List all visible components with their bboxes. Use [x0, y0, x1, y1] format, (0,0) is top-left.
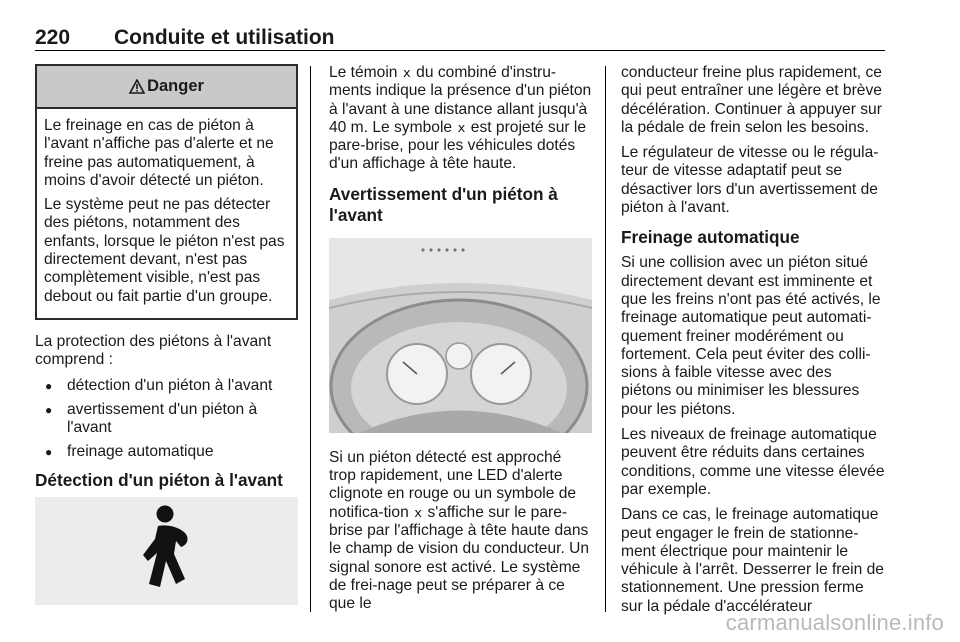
column-1	[35, 64, 298, 605]
paragraph: Le régulateur de vitesse ou le régula-teur de vitesse adaptatif peut se désactiver lors d'un avertissement de piéton à l'avant.	[621, 144, 879, 217]
column-3	[621, 64, 886, 623]
pedestrian-symbol-icon: ⅹ	[414, 504, 422, 520]
pedestrian-symbol-icon: ⅹ	[457, 119, 466, 135]
paragraph: Si une collision avec un piéton situé directement devant est imminente et que les freins n'ont pas été activés, le freinage automatique peut automati-quement freiner modérément ou fortement. Cela peut éviter des colli-sions à faible vitesse avec des piétons ou minimiser les blessures pour les piétons.	[621, 254, 881, 418]
header-rule	[35, 50, 885, 51]
dashboard-drawing	[329, 238, 592, 433]
column-divider	[310, 66, 311, 612]
page-title: Conduite et utilisation	[114, 26, 335, 49]
danger-box	[35, 64, 298, 320]
pedestrian-symbol-icon: ⅹ	[402, 65, 411, 80]
section-heading: Avertissement d'un piéton à l'avant	[329, 183, 558, 225]
pedestrian-icon	[35, 497, 298, 605]
page-number: 220	[35, 26, 71, 49]
paragraph: conducteur freine plus rapidement, ce qui peut entraîner une légère et brève décélération. Continuer à appuyer sur la pédale de frein selon les besoins.	[621, 64, 882, 136]
paragraph	[329, 449, 592, 614]
dashboard-illustration	[329, 238, 592, 433]
page-header	[35, 26, 885, 52]
column-2	[329, 64, 592, 620]
list-item: ● détection d'un piéton à l'avant	[35, 377, 298, 395]
danger-paragraph: Le système peut ne pas détecter des piétons, notamment des enfants, lorsque le piéton n'est pas directement devant, n'est pas complètement visible, n'est pas debout ou fait partie d'un groupe.	[44, 196, 285, 305]
watermark: carmanualsonline.info	[725, 610, 944, 635]
paragraph	[329, 64, 592, 174]
head-up-display-leds	[421, 248, 464, 251]
list-item: ● freinage automatique	[35, 443, 298, 461]
text-span: Si un piéton détecté est approché trop rapidement, une LED d'alerte clignote en rouge ou un symbole de notifica-tion	[329, 448, 577, 521]
section-heading: Détection d'un piéton à l'avant	[35, 469, 283, 490]
list-item: ● avertissement d'un piéton à l'avant	[35, 401, 298, 438]
pedestrian-figure	[35, 497, 298, 605]
column-divider	[605, 66, 606, 612]
feature-list	[35, 377, 298, 462]
text-span: du combiné d'instru-ments indique la présence d'un piéton à l'avant à une distance allant jusqu'à 40 m. Le symbole	[329, 64, 592, 136]
danger-paragraph: Le freinage en cas de piéton à l'avant n'affiche pas d'alerte et ne freine pas automatiquement, à moins d'avoir détecté un piéton.	[44, 117, 274, 189]
danger-heading: Danger	[147, 77, 204, 96]
text-span: Le témoin	[329, 64, 398, 81]
text-span: s'affiche sur le pare-brise par l'affichage à tête haute dans le champ de vision du conducteur. Un signal sonore est activé. Le système de frei-nage peut se préparer à ce que le	[329, 503, 590, 613]
danger-body	[37, 109, 296, 318]
warning-triangle-icon	[129, 79, 145, 94]
text-span: est projeté sur le pare-brise, pour les véhicules dotés d'un affichage à tête haute.	[329, 118, 587, 173]
danger-header	[37, 66, 296, 109]
intro-text: La protection des piétons à l'avant comprend :	[35, 332, 272, 369]
section-heading: Freinage automatique	[621, 227, 800, 248]
paragraph: Dans ce cas, le freinage automatique peut engager le frein de stationne-ment électrique pour maintenir le véhicule à l'arrêt. Desserrer le frein de stationnement. Une pression ferme sur la pédale d'accélérateur	[621, 506, 884, 615]
paragraph: Les niveaux de freinage automatique peuvent être réduits dans certaines conditions, comme une vitesse élevée par exemple.	[621, 426, 885, 498]
